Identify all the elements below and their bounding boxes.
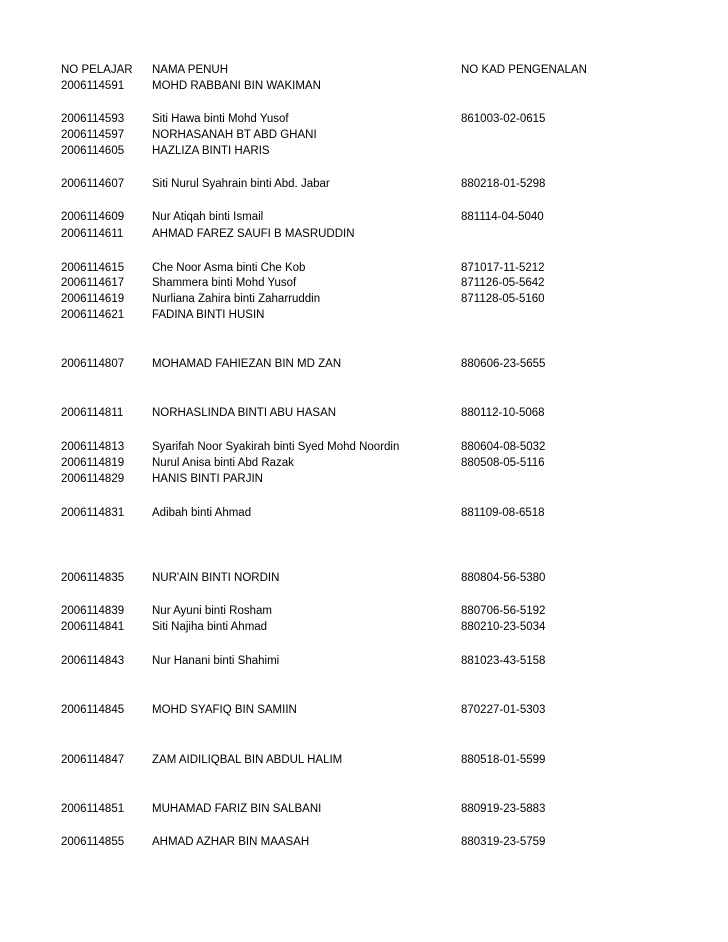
- student-no: 2006114591: [61, 80, 125, 92]
- table-row: [0, 702, 728, 718]
- ic-no: 880919-23-5883: [461, 803, 546, 815]
- full-name: Nur Hanani binti Shahimi: [152, 655, 280, 667]
- table-row: [0, 226, 728, 242]
- ic-no: 871126-05-5642: [461, 277, 545, 289]
- student-no: 2006114845: [61, 704, 125, 716]
- table-row: [0, 143, 728, 159]
- full-name: AHMAD AZHAR BIN MAASAH: [152, 836, 310, 848]
- full-name: MOHAMAD FAHIEZAN BIN MD ZAN: [152, 358, 342, 370]
- full-name: MOHD RABBANI BIN WAKIMAN: [152, 80, 321, 92]
- full-name: AHMAD FAREZ SAUFI B MASRUDDIN: [152, 228, 355, 240]
- table-row: [0, 209, 728, 225]
- header-ic-no: NO KAD PENGENALAN: [461, 64, 587, 76]
- full-name: MOHD SYAFIQ BIN SAMIIN: [152, 704, 297, 716]
- student-no: 2006114605: [61, 145, 125, 157]
- student-no: 2006114621: [61, 309, 125, 321]
- ic-no: 880210-23-5034: [461, 621, 546, 633]
- student-no: 2006114611: [61, 228, 124, 240]
- ic-no: 880218-01-5298: [461, 178, 546, 190]
- header-row: [0, 62, 728, 78]
- student-no: 2006114619: [61, 293, 125, 305]
- table-row: [0, 275, 728, 291]
- student-no: 2006114593: [61, 113, 125, 125]
- ic-no: 880319-23-5759: [461, 836, 546, 848]
- student-no: 2006114617: [61, 277, 125, 289]
- student-no: 2006114609: [61, 211, 125, 223]
- student-no: 2006114831: [61, 507, 125, 519]
- full-name: FADINA BINTI HUSIN: [152, 309, 265, 321]
- student-no: 2006114843: [61, 655, 125, 667]
- full-name: NORHASANAH BT ABD GHANI: [152, 129, 317, 141]
- student-no: 2006114835: [61, 572, 125, 584]
- student-no: 2006114807: [61, 358, 125, 370]
- student-no: 2006114847: [61, 754, 125, 766]
- header-student-no: NO PELAJAR: [61, 64, 133, 76]
- table-row: [0, 127, 728, 143]
- table-row: [0, 653, 728, 669]
- table-row: [0, 356, 728, 372]
- full-name: Nur Atiqah binti Ismail: [152, 211, 264, 223]
- full-name: Nurul Anisa binti Abd Razak: [152, 457, 294, 469]
- full-name: HANIS BINTI PARJIN: [152, 473, 263, 485]
- student-no: 2006114813: [61, 441, 125, 453]
- ic-no: 880604-08-5032: [461, 441, 546, 453]
- full-name: ZAM AIDILIQBAL BIN ABDUL HALIM: [152, 754, 343, 766]
- ic-no: 880112-10-5068: [461, 407, 545, 419]
- table-row: [0, 603, 728, 619]
- full-name: Nur Ayuni binti Rosham: [152, 605, 272, 617]
- ic-no: 880706-56-5192: [461, 605, 546, 617]
- ic-no: 861003-02-0615: [461, 113, 546, 125]
- full-name: NUR'AIN BINTI NORDIN: [152, 572, 280, 584]
- student-no: 2006114841: [61, 621, 125, 633]
- full-name: Siti Najiha binti Ahmad: [152, 621, 268, 633]
- student-no: 2006114607: [61, 178, 125, 190]
- student-no: 2006114811: [61, 407, 124, 419]
- table-row: [0, 619, 728, 635]
- student-no: 2006114615: [61, 262, 125, 274]
- table-row: [0, 176, 728, 192]
- header-full-name: NAMA PENUH: [152, 64, 229, 76]
- table-row: [0, 834, 728, 850]
- full-name: Che Noor Asma binti Che Kob: [152, 262, 306, 274]
- student-no: 2006114829: [61, 473, 125, 485]
- student-no: 2006114839: [61, 605, 125, 617]
- full-name: Nurliana Zahira binti Zaharruddin: [152, 293, 321, 305]
- ic-no: 880508-05-5116: [461, 457, 545, 469]
- ic-no: 871017-11-5212: [461, 262, 545, 274]
- full-name: HAZLIZA BINTI HARIS: [152, 145, 270, 157]
- table-row: [0, 260, 728, 276]
- full-name: Shammera binti Mohd Yusof: [152, 277, 297, 289]
- student-no: 2006114819: [61, 457, 125, 469]
- ic-no: 881023-43-5158: [461, 655, 546, 667]
- ic-no: 880804-56-5380: [461, 572, 546, 584]
- full-name: NORHASLINDA BINTI ABU HASAN: [152, 407, 337, 419]
- table-row: [0, 505, 728, 521]
- ic-no: 870227-01-5303: [461, 704, 546, 716]
- ic-no: 881114-04-5040: [461, 211, 544, 223]
- student-no: 2006114597: [61, 129, 125, 141]
- full-name: MUHAMAD FARIZ BIN SALBANI: [152, 803, 322, 815]
- ic-no: 880518-01-5599: [461, 754, 546, 766]
- student-no: 2006114855: [61, 836, 125, 848]
- table-row: [0, 307, 728, 323]
- full-name: Siti Hawa binti Mohd Yusof: [152, 113, 289, 125]
- table-row: [0, 801, 728, 817]
- table-row: [0, 405, 728, 421]
- full-name: Syarifah Noor Syakirah binti Syed Mohd Noordin: [152, 441, 400, 453]
- table-row: [0, 439, 728, 455]
- table-row: [0, 455, 728, 471]
- full-name: Adibah binti Ahmad: [152, 507, 252, 519]
- ic-no: 881109-08-6518: [461, 507, 545, 519]
- table-row: [0, 570, 728, 586]
- table-row: [0, 78, 728, 94]
- table-row: [0, 111, 728, 127]
- student-no: 2006114851: [61, 803, 125, 815]
- table-row: [0, 471, 728, 487]
- full-name: Siti Nurul Syahrain binti Abd. Jabar: [152, 178, 330, 190]
- ic-no: 880606-23-5655: [461, 358, 546, 370]
- table-row: [0, 291, 728, 307]
- table-row: [0, 752, 728, 768]
- ic-no: 871128-05-5160: [461, 293, 545, 305]
